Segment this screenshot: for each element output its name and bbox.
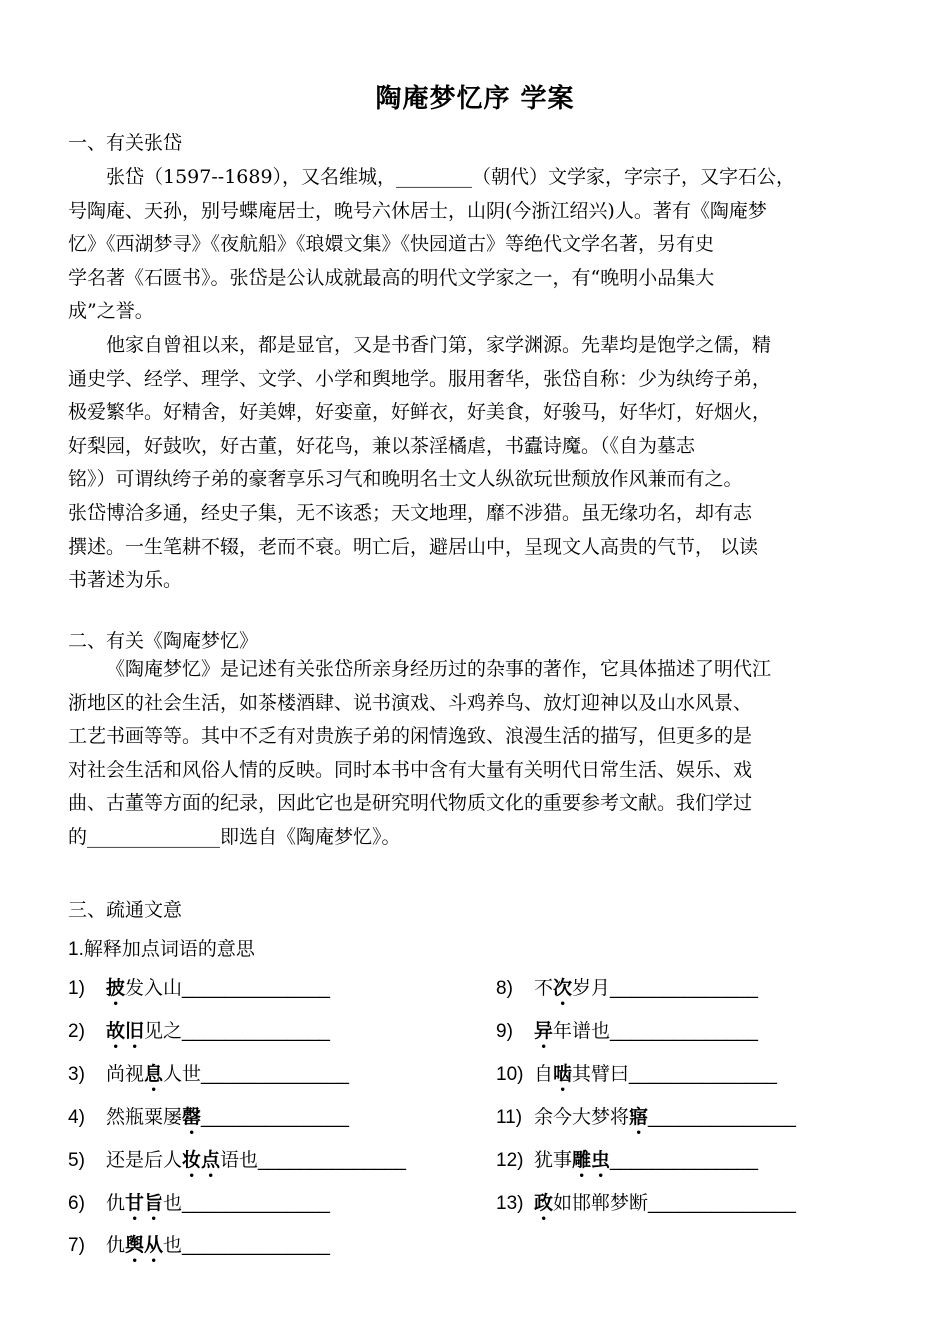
question-item xyxy=(68,1102,349,1139)
emphasized-word: 罄 xyxy=(182,1106,202,1128)
section1-para2 xyxy=(68,329,882,598)
question-item xyxy=(68,973,330,1010)
section2-heading: 二、有关《陶庵梦忆》 xyxy=(68,630,259,652)
text-line: 《陶庵梦忆》是记述有关张岱所亲身经历过的杂事的著作，它具体描述了明代江 xyxy=(106,658,772,680)
question-number: 11) xyxy=(496,1107,523,1128)
question-text: 仇 xyxy=(106,1192,126,1214)
question-text: 也 xyxy=(163,1234,183,1256)
answer-blank[interactable]: ______________ xyxy=(610,1021,758,1042)
answer-blank[interactable]: ______________ xyxy=(182,978,330,999)
question-text: 人世 xyxy=(163,1063,202,1085)
answer-blank[interactable]: ______________ xyxy=(201,1107,349,1128)
text-line: 对社会生活和风俗人情的反映。同时本书中含有大量有关明代日常生活、娱乐、戏 xyxy=(68,758,753,781)
question-item xyxy=(496,1145,758,1182)
emphasized-word: 啮 xyxy=(553,1063,573,1085)
answer-blank[interactable]: ______________ xyxy=(182,1235,330,1256)
text-line: 张岱（1597--1689），又名维城，________（朝代）文学家，字宗子，又字石公， xyxy=(106,166,796,188)
answer-blank[interactable]: ______________ xyxy=(258,1150,406,1171)
emphasized-word: 寤 xyxy=(629,1106,649,1128)
emphasized-word: 息 xyxy=(144,1063,164,1085)
section3-heading: 三、疏通文意 xyxy=(68,899,183,921)
answer-blank[interactable]: ______________ xyxy=(648,1107,796,1128)
question-text: 语也 xyxy=(220,1149,259,1171)
answer-blank[interactable]: ______________ xyxy=(610,978,758,999)
question-number: 13) xyxy=(496,1193,524,1214)
text-line: 浙地区的社会生活，如茶楼酒肆、说书演戏、斗鸡养鸟、放灯迎神以及山水风景、 xyxy=(68,691,753,714)
question-number: 3) xyxy=(68,1064,85,1085)
emphasized-word: 甘旨 xyxy=(125,1192,164,1214)
question-number: 8) xyxy=(496,978,513,999)
answer-blank[interactable]: ______________ xyxy=(182,1021,330,1042)
question-number: 1) xyxy=(68,978,85,999)
text-line: 号陶庵、天孙，别号蝶庵居士，晚号六休居士，山阴(今浙江绍兴)人。著有《陶庵梦 xyxy=(68,199,767,222)
question-text: 发入山 xyxy=(125,977,183,999)
question-number: 2) xyxy=(68,1021,85,1042)
question-text: 如邯郸梦断 xyxy=(553,1192,649,1214)
question-number: 9) xyxy=(496,1021,513,1042)
question-text: 岁月 xyxy=(572,977,611,999)
emphasized-word: 妆点 xyxy=(182,1149,221,1171)
text-line: 书著述为乐。 xyxy=(68,569,183,592)
question-item xyxy=(68,1145,406,1182)
question-item xyxy=(496,1016,758,1053)
question-text: 然瓶粟屡 xyxy=(106,1106,183,1128)
question-text: 年谱也 xyxy=(553,1020,611,1042)
text-line: 他家自曾祖以来，都是显官，又是书香门第，家学渊源。先辈均是饱学之儒，精 xyxy=(106,334,772,356)
answer-blank[interactable]: ______________ xyxy=(610,1150,758,1171)
text-line: 忆》《西湖梦寻》《夜航船》《琅嬛文集》《快园道古》等绝代文学名著，另有史 xyxy=(68,233,715,256)
answer-blank[interactable]: ______________ xyxy=(182,1193,330,1214)
question-text: 余今大梦将 xyxy=(534,1106,630,1128)
text-line: 工艺书画等等。其中不乏有对贵族子弟的闲情逸致、浪漫生活的描写，但更多的是 xyxy=(68,725,753,748)
question-item xyxy=(496,1059,777,1096)
text-line: 极爱繁华。好精舍，好美婢，好娈童，好鲜衣，好美食，好骏马，好华灯，好烟火， xyxy=(68,401,772,424)
emphasized-word: 雕虫 xyxy=(572,1149,611,1171)
question-item xyxy=(68,1188,330,1225)
question-number: 6) xyxy=(68,1193,85,1214)
answer-blank[interactable]: ______________ xyxy=(629,1064,777,1085)
answer-blank[interactable]: ______________ xyxy=(648,1193,796,1214)
emphasized-word: 次 xyxy=(553,977,573,999)
question-text: 其臂曰 xyxy=(572,1063,630,1085)
question-item xyxy=(68,1059,349,1096)
answer-blank[interactable]: ______________ xyxy=(201,1064,349,1085)
question-text: 自 xyxy=(534,1063,554,1085)
text-line: 撰述。一生笔耕不辍，老而不衰。明亡后，避居山中，呈现文人高贵的气节， 以读 xyxy=(68,535,759,558)
question-item xyxy=(496,1188,796,1225)
text-line: 的______________即选自《陶庵梦忆》。 xyxy=(68,825,401,848)
question-number: 4) xyxy=(68,1107,85,1128)
text-line: 通史学、经学、理学、文学、小学和舆地学。服用奢华，张岱自称：少为纨绔子弟， xyxy=(68,367,772,390)
text-line: 铭》）可谓纨绔子弟的豪奢享乐习气和晚明名士文人纵欲玩世颓放作风兼而有之。 xyxy=(68,468,743,491)
emphasized-word: 舆从 xyxy=(125,1234,164,1256)
emphasized-word: 故旧 xyxy=(106,1020,145,1042)
text-line: 好梨园，好鼓吹，好古董，好花鸟，兼以茶淫橘虐，书蠹诗魔。（《自为墓志 xyxy=(68,434,696,457)
emphasized-word: 政 xyxy=(534,1192,554,1214)
emphasized-word: 披 xyxy=(106,977,126,999)
page-title: 陶庵梦忆序 学案 xyxy=(375,84,575,114)
section1-heading: 一、有关张岱 xyxy=(68,132,183,154)
question-item xyxy=(496,1102,796,1139)
text-line: 曲、古董等方面的纪录，因此它也是研究明代物质文化的重要参考文献。我们学过 xyxy=(68,792,753,815)
section2-para xyxy=(68,653,882,855)
emphasized-word: 异 xyxy=(534,1020,554,1042)
question-number: 10) xyxy=(496,1064,524,1085)
question-text: 仇 xyxy=(106,1234,126,1256)
question-text: 见之 xyxy=(144,1020,183,1042)
question-item xyxy=(68,1016,330,1053)
question-item xyxy=(496,973,758,1010)
section3-subheading: 1.解释加点词语的意思 xyxy=(68,939,255,960)
question-number: 5) xyxy=(68,1150,85,1171)
question-number: 12) xyxy=(496,1150,524,1171)
section1-para1 xyxy=(68,161,882,329)
question-item xyxy=(68,1230,330,1267)
question-text: 不 xyxy=(534,977,554,999)
text-line: 学名著《石匮书》。张岱是公认成就最高的明代文学家之一，有“晚明小品集大 xyxy=(68,266,715,289)
text-line: 张岱博洽多通，经史子集，无不该悉；天文地理，靡不涉猎。虽无缘功名，却有志 xyxy=(68,501,753,524)
question-text: 犹事 xyxy=(534,1149,573,1171)
question-number: 7) xyxy=(68,1235,85,1256)
text-line: 成”之誉。 xyxy=(68,300,154,323)
question-text: 还是后人 xyxy=(106,1149,183,1171)
question-text: 也 xyxy=(163,1192,183,1214)
question-text: 尚视 xyxy=(106,1063,145,1085)
